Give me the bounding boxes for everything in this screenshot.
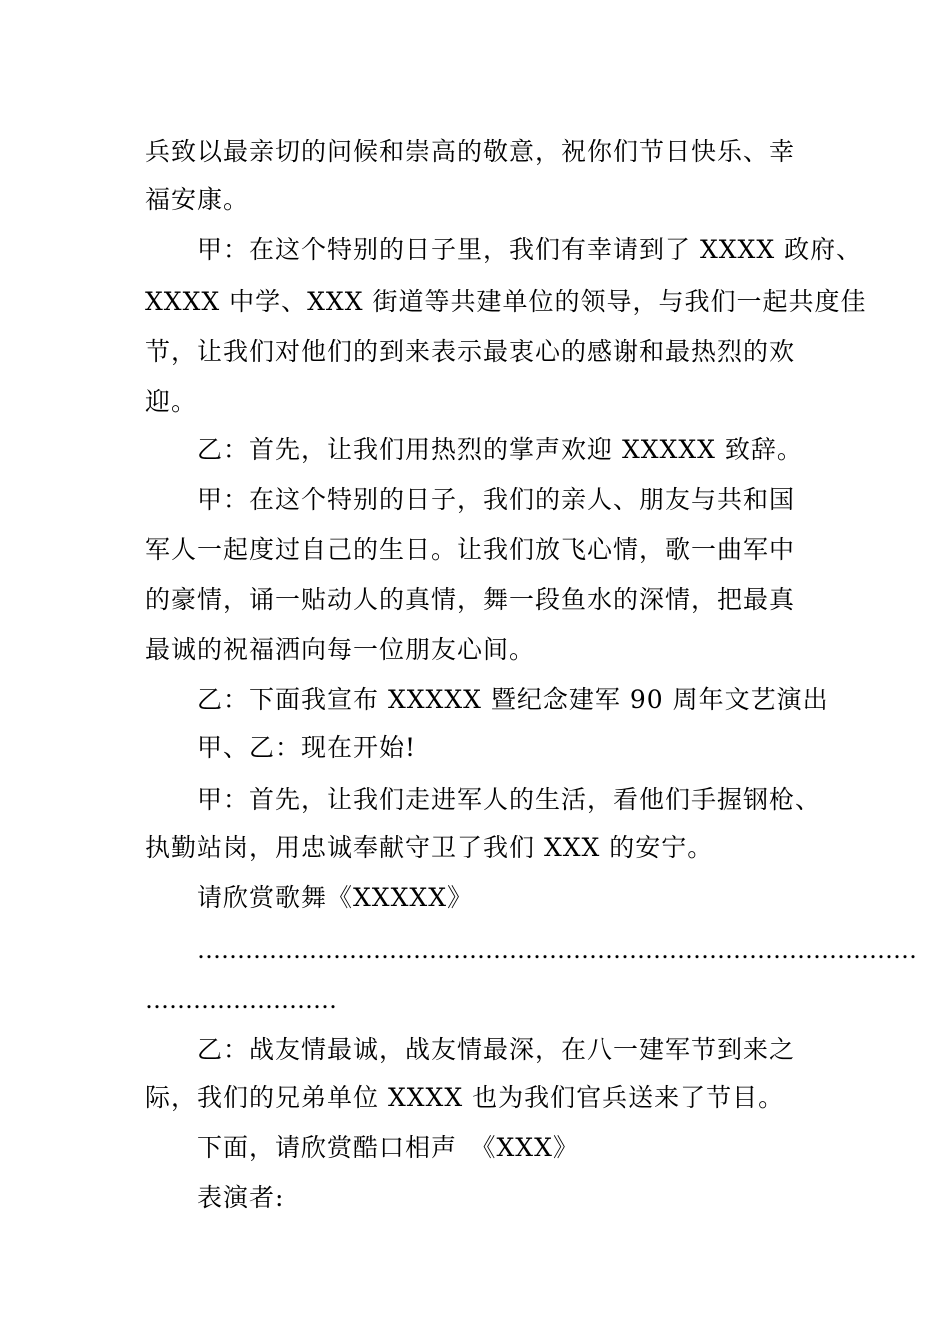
text-line: 际，我们的兄弟单位 XXXX 也为我们官兵送来了节目。 [145,1083,785,1112]
text-line: 节，让我们对他们的到来表示最衷心的感谢和最热烈的欢 [145,337,796,366]
text-line: 乙：首先，让我们用热烈的掌声欢迎 XXXXX 致辞。 [197,435,803,464]
text-line: 福安康。 [145,185,250,214]
text-line: 下面，请欣赏酷口相声 《XXX》 [197,1133,579,1162]
text-line: 甲、乙：现在开始! [197,733,417,762]
text-line: 甲：在这个特别的日子，我们的亲人、朋友与共和国 [197,485,796,514]
text-line: 表演者: [197,1183,285,1212]
ellipsis-line: ……………………………………………………………………………… [197,936,917,964]
text-line: 最诚的祝福洒向每一位朋友心间。 [145,635,536,664]
text-line: 乙：下面我宣布 XXXXX 暨纪念建军 90 周年文艺演出 [197,685,829,714]
text-line: 兵致以最亲切的问候和崇高的敬意，祝你们节日快乐、幸 [145,137,796,166]
text-line: 军人一起度过自己的生日。让我们放飞心情，歌一曲军中 [145,535,796,564]
text-line: 的豪情，诵一贴动人的真情，舞一段鱼水的深情，把最真 [145,585,796,614]
text-line: 执勤站岗，用忠诚奉献守卫了我们 XXX 的安宁。 [145,833,714,862]
text-line: 甲：在这个特别的日子里，我们有幸请到了 XXXX 政府、 [197,235,863,264]
text-line: 乙：战友情最诚，战友情最深，在八一建军节到来之 [197,1035,796,1064]
text-line: 甲：首先，让我们走进军人的生活，看他们手握钢枪、 [197,785,822,814]
ellipsis-line: …………………… [145,986,337,1014]
text-line: XXXX 中学、XXX 街道等共建单位的领导，与我们一起共度佳 [145,287,867,316]
text-line: 请欣赏歌舞《XXXXX》 [197,883,473,912]
text-line: 迎。 [145,387,198,416]
